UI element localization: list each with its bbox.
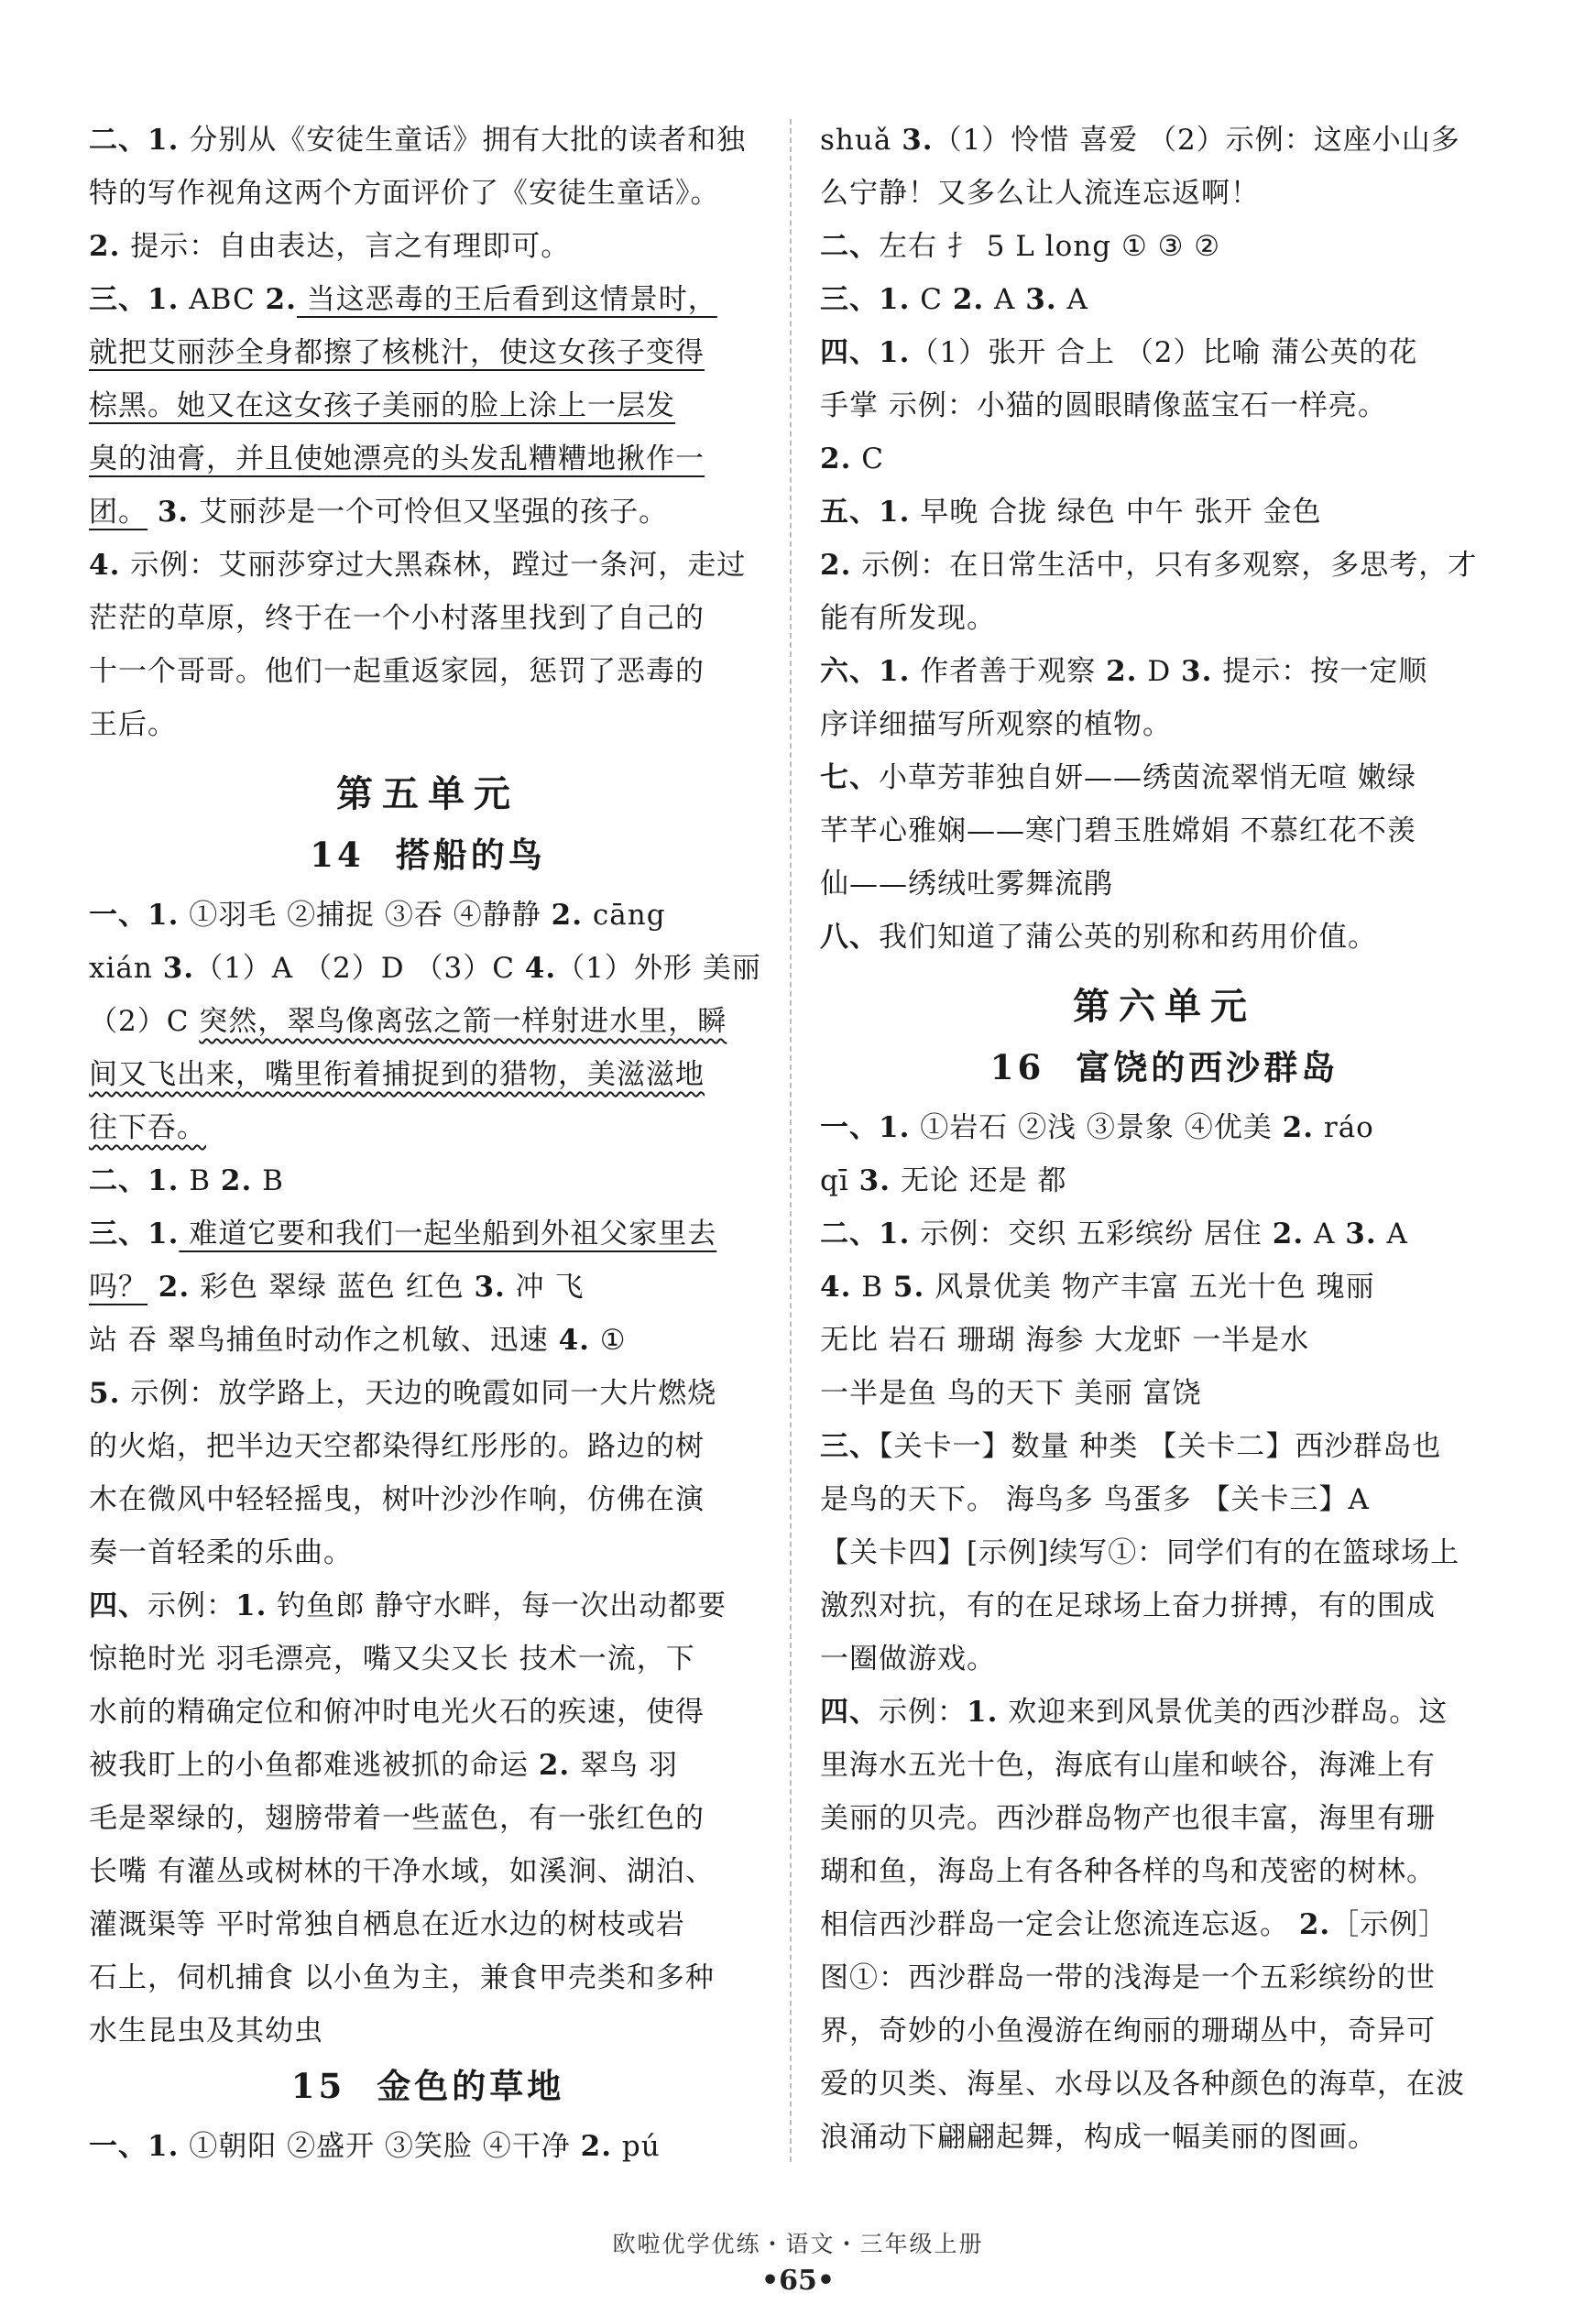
text-line: 手掌 示例：小猫的圆眼睛像蓝宝石一样亮。 [820,389,1387,422]
text-line: 2. C [820,442,884,475]
right-column [820,114,1509,2164]
text-line: 二、1. B 2. B [89,1164,284,1197]
text-line: 十一个哥哥。他们一起重返家园，惩罚了恶毒的 [89,655,705,688]
text-line: 【关卡四】[示例]续写①：同学们有的在篮球场上 [820,1536,1460,1569]
text-line: 水生昆虫及其幼虫 [89,2015,323,2047]
text-line: 4. B 5. 风景优美 物产丰富 五光十色 瑰丽 [820,1271,1375,1304]
text-line: 三、1. 难道它要和我们一起坐船到外祖父家里去 [89,1218,717,1250]
text-line: 二、1. 分别从《安徒生童话》拥有大批的读者和独 [89,124,747,157]
unit-heading: 第五单元 [336,772,519,815]
text-line: 序详细描写所观察的植物。 [820,708,1172,741]
text-line: 图①：西沙群岛一带的浅海是一个五彩缤纷的世 [820,1961,1436,1994]
text-line: 奏一首轻柔的乐曲。 [89,1536,353,1569]
text-line: 木在微风中轻轻摇曳，树叶沙沙作响，仿佛在演 [89,1483,705,1516]
text-line: 站 吞 翠鸟捕鱼时动作之机敏、迅速 4. ① [89,1324,627,1357]
text-line: 间又飞出来，嘴里衔着捕捉到的猎物，美滋滋地 [89,1058,705,1091]
text-line: 往下吞。 [89,1111,206,1144]
text-line: 特的写作视角这两个方面评价了《安徒生童话》。 [89,177,720,210]
text-line: xián 3.（1）A （2）D （3）C 4.（1）外形 美丽 [89,952,761,985]
column-divider [790,119,792,2162]
text-line: 三、【关卡一】数量 种类 【关卡二】西沙群岛也 [820,1430,1442,1463]
lesson-heading: 16 富饶的西沙群岛 [989,1047,1339,1087]
page-footer: 欧啦优学优练・语文・三年级上册 [612,2231,984,2257]
text-line: 里海水五光十色，海底有山崖和峡谷，海滩上有 [820,1749,1436,1782]
text-line: 惊艳时光 羽毛漂亮，嘴又尖又长 技术一流，下 [89,1643,695,1676]
text-line: 二、左右 扌 5 L long ① ③ ② [820,230,1221,263]
text-line: 四、1.（1）张开 合上 （2）比喻 蒲公英的花 [820,336,1418,369]
text-line: 一、1. ①朝阳 ②盛开 ③笑脸 ④干净 2. pú [89,2130,661,2163]
left-column [89,114,767,2173]
text-line: 棕黑。她又在这女孩子美丽的脸上涂上一层发 [89,389,675,422]
text-line: 三、1. ABC 2. 当这恶毒的王后看到这情景时， [89,283,717,316]
text-line: 芊芊心雅娴——寒门碧玉胜嫦娟 不慕红花不羡 [820,814,1416,847]
text-line: 么宁静！又多么让人流连忘返啊！ [820,177,1260,210]
text-line: 2. 示例：在日常生活中，只有多观察，多思考，才 [820,549,1478,582]
text-line: 5. 示例：放学路上，天边的晚霞如同一大片燃烧 [89,1377,717,1410]
text-line: 臭的油膏，并且使她漂亮的头发乱糟糟地揪作一 [89,442,705,475]
text-line: shuǎ 3.（1）怜惜 喜爱 （2）示例：这座小山多 [820,124,1460,157]
text-line: 相信西沙群岛一定会让您流连忘返。 2.［示例］ [820,1908,1448,1941]
unit-heading: 第六单元 [1073,985,1256,1028]
text-line: 八、我们知道了蒲公英的别称和药用价值。 [820,921,1377,954]
text-line: 团。 3. 艾丽莎是一个可怜但又坚强的孩子。 [89,496,669,529]
text-line: 被我盯上的小鱼都难逃被抓的命运 2. 翠鸟 羽 [89,1749,678,1782]
text-line: 二、1. 示例：交织 五彩缤纷 居住 2. A 3. A [820,1218,1408,1250]
text-line: （2）C 突然，翠鸟像离弦之箭一样射进水里，瞬 [89,1005,727,1038]
text-line: 4. 示例：艾丽莎穿过大黑森林，蹚过一条河，走过 [89,549,747,582]
text-line: 长嘴 有灌丛或树林的干净水域，如溪涧、湖泊、 [89,1855,715,1888]
text-line: 六、1. 作者善于观察 2. D 3. 提示：按一定顺 [820,655,1428,688]
text-line: 石上，伺机捕食 以小鱼为主，兼食甲壳类和多种 [89,1961,715,1994]
text-line: 美丽的贝壳。西沙群岛物产也很丰富，海里有珊 [820,1802,1436,1835]
text-line: 三、1. C 2. A 3. A [820,283,1088,316]
text-line: 一圈做游戏。 [820,1643,996,1676]
text-line: 能有所发现。 [820,602,996,635]
text-line: 五、1. 早晚 合拢 绿色 中午 张开 金色 [820,496,1322,529]
lesson-heading: 14 搭船的鸟 [310,835,546,875]
text-line: qī 3. 无论 还是 都 [820,1164,1067,1197]
text-line: 一、1. ①岩石 ②浅 ③景象 ④优美 2. ráo [820,1111,1374,1144]
text-line: 浪涌动下翩翩起舞，构成一幅美丽的图画。 [820,2121,1377,2154]
text-line: 一半是鱼 鸟的天下 美丽 富饶 [820,1377,1202,1410]
page-number: •65• [760,2265,836,2297]
text-line: 茫茫的草原，终于在一个小村落里找到了自己的 [89,602,705,635]
text-line: 瑚和鱼，海岛上有各种各样的鸟和茂密的树林。 [820,1855,1436,1888]
text-line: 四、示例：1. 欢迎来到风景优美的西沙群岛。这 [820,1696,1448,1729]
text-line: 界，奇妙的小鱼漫游在绚丽的珊瑚丛中，奇异可 [820,2015,1436,2047]
text-line: 的火焰，把半边天空都染得红彤彤的。路边的树 [89,1430,705,1463]
text-line: 水前的精确定位和俯冲时电光火石的疾速，使得 [89,1696,705,1729]
text-line: 激烈对抗，有的在足球场上奋力拼搏，有的围成 [820,1589,1436,1622]
text-line: 四、示例：1. 钓鱼郎 静守水畔，每一次出动都要 [89,1589,727,1622]
text-line: 是鸟的天下。 海鸟多 鸟蛋多 【关卡三】A [820,1483,1370,1516]
text-line: 就把艾丽莎全身都擦了核桃汁，使这女孩子变得 [89,336,705,369]
text-line: 仙——绣绒吐雾舞流鹃 [820,868,1113,901]
text-line: 吗？ 2. 彩色 翠绿 蓝色 红色 3. 冲 飞 [89,1271,585,1304]
text-line: 2. 提示：自由表达，言之有理即可。 [89,230,571,263]
text-line: 王后。 [89,708,177,741]
lesson-heading: 15 金色的草地 [290,2066,565,2106]
text-line: 毛是翠绿的，翅膀带着一些蓝色，有一张红色的 [89,1802,705,1835]
text-line: 无比 岩石 珊瑚 海参 大龙虾 一半是水 [820,1324,1310,1357]
text-line: 一、1. ①羽毛 ②捕捉 ③吞 ④静静 2. cāng [89,899,666,932]
text-line: 爱的贝类、海星、水母以及各种颜色的海草，在波 [820,2068,1465,2101]
text-line: 七、小草芳菲独自妍——绣茵流翠悄无喧 嫩绿 [820,761,1416,794]
text-line: 灌溉渠等 平时常独自栖息在近水边的树枝或岩 [89,1908,685,1941]
